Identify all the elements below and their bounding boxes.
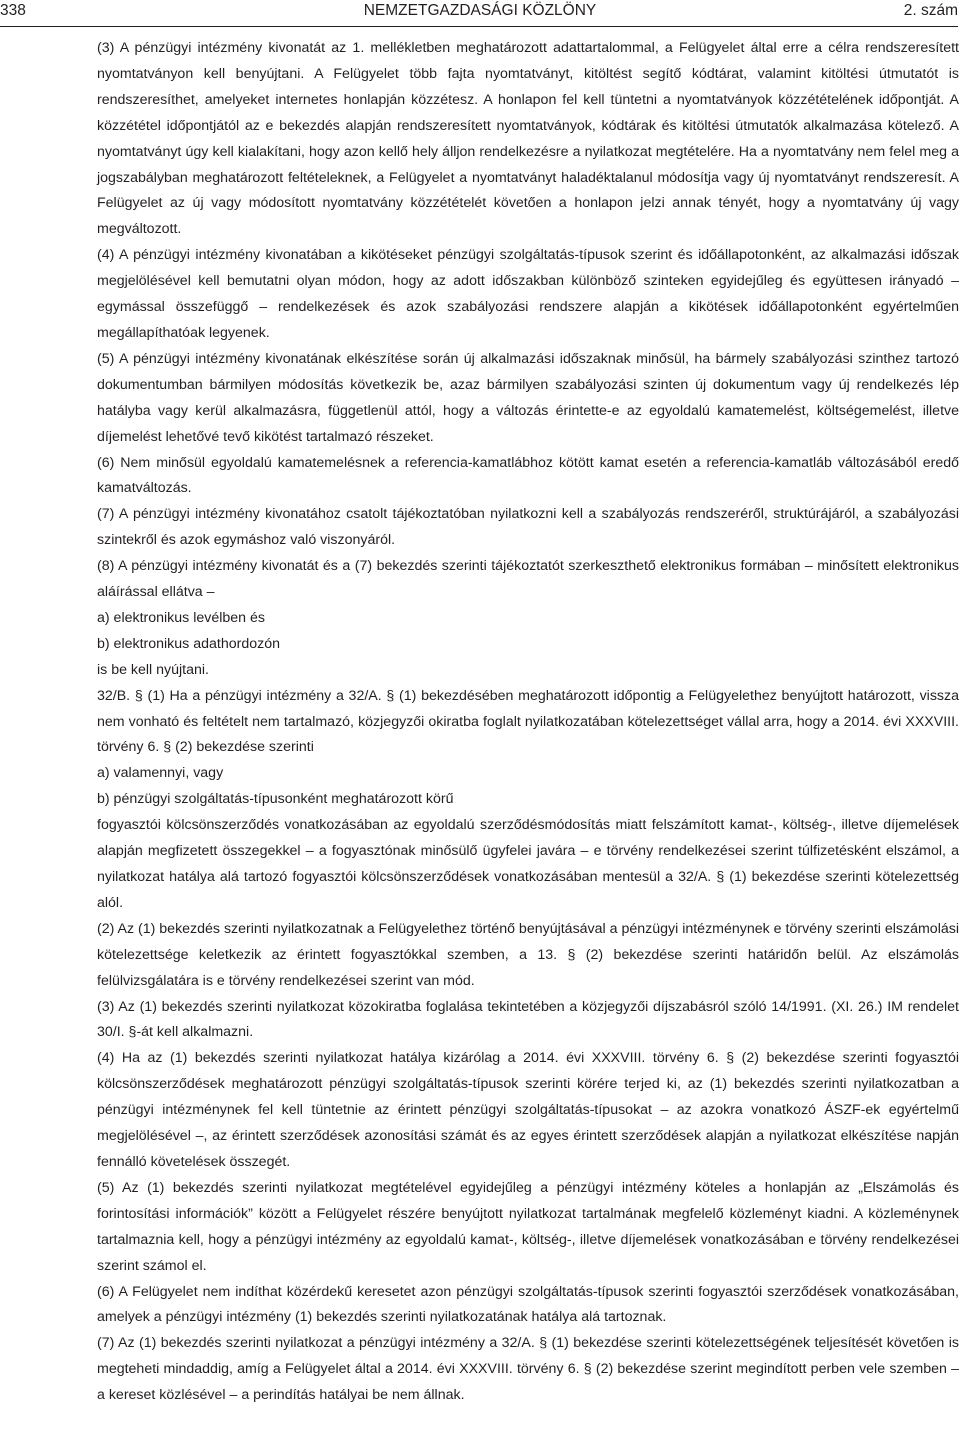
paragraph-32b-4: (4) Ha az (1) bekezdés szerinti nyilatkozat hatálya kizárólag a 2014. évi XXXVIII. törvény 6. § (2) bekezdése szerinti fogyasztói kölcsönszerződések meghatározott pénzügyi szolgáltatás-típusok szerinti körére terjed ki, az (1) bekezdés szerinti nyilatkozatban a pénzügyi intézménynek fel kell tüntetnie az érintett pénzügyi szolgáltatás-típusokat – az azokra vonatkozó ÁSZF-ek egyértelmű megjelölésével –, az érintett szerződések azonosítási számát és az egyes érintett szerződések alapján a nyilatkozat elkészítése napján fennálló követelések összegét. — [97, 1050, 959, 1170]
paragraph-continuation: fogyasztói kölcsönszerződés vonatkozásában az egyoldalú szerződésmódosítás miatt felszámított kamat-, költség-, illetve díjemelések alapján megfizetett összegekkel – a fogyasztónak minősülő ügyfelei javára – e törvény rendelkezései szerint túlfizetésként elszámol, a nyilatkozat hatálya alá tartozó fogyasztói kölcsönszerződések vonatkozásában mentesül a 32/A. § (1) bekezdése szerinti kötelezettség alól. — [97, 817, 959, 911]
document-body — [97, 36, 959, 1409]
paragraph-32a-6: (6) Nem minősül egyoldalú kamatemelésnek a referencia-kamatlábhoz kötött kamat esetén a referencia-kamatláb változásából eredő kamatváltozás. — [97, 454, 959, 497]
list-item-b: b) pénzügyi szolgáltatás-típusonként meghatározott körű — [97, 791, 454, 808]
section-32b-1: 32/B. § (1) Ha a pénzügyi intézmény a 32/A. § (1) bekezdésében meghatározott időpontig a Felügyelethez benyújtott határozott, vissza nem vonható és feltételt nem tartalmazó, közjegyzői okiratba foglalt nyilatkozatában kötelezettséget vállal arra, hogy a 2014. évi XXXVIII. törvény 6. § (2) bekezdése szerinti — [97, 687, 959, 756]
list-item-b: b) elektronikus adathordozón — [97, 635, 280, 652]
paragraph-32b-2: (2) Az (1) bekezdés szerinti nyilatkozatnak a Felügyelethez történő benyújtásával a pénzügyi intézménynek e törvény szerinti elszámolási kötelezettsége keletkezik az érintett fogyasztókkal szemben, a 13. § (2) bekezdése szerinti határidőn belül. Az elszámolás felülvizsgálatára is e törvény rendelkezései szerint van mód. — [97, 920, 959, 989]
list-item-a: a) elektronikus levélben és — [97, 609, 265, 626]
paragraph-closing: is be kell nyújtani. — [97, 661, 209, 678]
list-item-a: a) valamennyi, vagy — [97, 765, 224, 782]
paragraph-32a-7: (7) A pénzügyi intézmény kivonatához csatolt tájékoztatóban nyilatkozni kell a szabályozás rendszeréről, struktúrájáról, a szabályozási szintekről és azok egymáshoz való viszonyáról. — [97, 506, 959, 549]
paragraph-32b-5: (5) Az (1) bekezdés szerinti nyilatkozat megtételével egyidejűleg a pénzügyi intézmény köteles a honlapján az „Elszámolás és forintosítási információk” között a Felügyelet részére benyújtott nyilatkozat tartalmának megfelelő közleményt kiadni. A közleménynek tartalmaznia kell, hogy a pénzügyi intézmény az egyoldalú kamat-, költség-, illetve díjemelések vonatkozásában e törvény rendelkezései szerint számol el. — [97, 1179, 959, 1274]
paragraph-32b-6: (6) A Felügyelet nem indíthat közérdekű keresetet azon pénzügyi szolgáltatás-típusok szerinti fogyasztói szerződések vonatkozásában, amelyek a pénzügyi intézmény (1) bekezdés szerinti nyilatkozatának hatálya alá tartoznak. — [97, 1283, 959, 1326]
header-rule — [0, 26, 958, 27]
page-number: 338 — [0, 2, 26, 19]
issue-number: 2. szám — [903, 2, 958, 19]
paragraph-32a-4: (4) A pénzügyi intézmény kivonatában a kikötéseket pénzügyi szolgáltatás-típusok szerint és időállapotonként, az alkalmazási időszak megjelölésével kell bemutatni olyan módon, hogy az adott időszakban különböző szinteken egyidejűleg és együttesen irányadó – egymással összefüggő – rendelkezések és azok szabályozási rendszere alapján a kikötések időállapotonként egyértelműen megállapíthatóak legyenek. — [97, 247, 959, 341]
page-header — [0, 0, 960, 26]
paragraph-32a-3: (3) A pénzügyi intézmény kivonatát az 1. mellékletben meghatározott adattartalommal, a Felügyelet által erre a célra rendszeresített nyomtatványon kell benyújtani. A Felügyelet több fajta nyomtatványt, kitöltést segítő kódtárat, valamint kitöltési útmutatót is rendszeresíthet, amelyeket internetes honlapján közzétesz. A honlapon fel kell tüntetni a nyomtatványok közzétételének időpontját. A közzététel időpontjától az e bekezdés alapján rendszeresített nyomtatványok, kódtárak és kitöltési útmutatók alkalmazása kötelező. A nyomtatványt úgy kell kialakítani, hogy azon kellő hely álljon rendelkezésre a nyilatkozat megtételére. Ha a nyomtatvány nem felel meg a jogszabályban meghatározott feltételeknek, a Felügyelet a nyomtatványt haladéktalanul módosítja vagy új nyomtatványt rendszeresít. A Felügyelet az új vagy módosított nyomtatvány közzétételét követően a honlapon jelzi annak tényét, hogy a nyomtatvány új vagy megváltozott. — [97, 40, 959, 238]
journal-title: NEMZETGAZDASÁGI KÖZLÖNY — [363, 2, 597, 19]
paragraph-32a-8: (8) A pénzügyi intézmény kivonatát és a (7) bekezdés szerinti tájékoztatót szerkeszthető elektronikus formában – minősített elektronikus aláírással ellátva – — [97, 558, 959, 601]
paragraph-32b-3: (3) Az (1) bekezdés szerinti nyilatkozat közokiratba foglalása tekintetében a közjegyzői díjszabásról szóló 14/1991. (XI. 26.) IM rendelet 30/I. §-át kell alkalmazni. — [97, 998, 959, 1041]
paragraph-32b-7: (7) Az (1) bekezdés szerinti nyilatkozat a pénzügyi intézmény a 32/A. § (1) bekezdése szerinti kötelezettségének teljesítését követően is megteheti mindaddig, amíg a Felügyelet által a 2014. évi XXXVIII. törvény 6. § (2) bekezdése szerint megindított perben vele szemben – a kereset közlésével – a perindítás hatályai be nem állnak. — [97, 1335, 959, 1404]
paragraph-32a-5: (5) A pénzügyi intézmény kivonatának elkészítése során új alkalmazási időszaknak minősül, ha bármely szabályozási szinthez tartozó dokumentumban bármilyen módosítás következik be, azaz bármilyen szabályozási szinten új dokumentum vagy új rendelkezés lép hatályba vagy kerül alkalmazásra, függetlenül attól, hogy a változás érintette-e az egyoldalú kamatemelést, költségemelést, illetve díjemelést lehetővé tevő kikötést tartalmazó részeket. — [97, 350, 959, 445]
